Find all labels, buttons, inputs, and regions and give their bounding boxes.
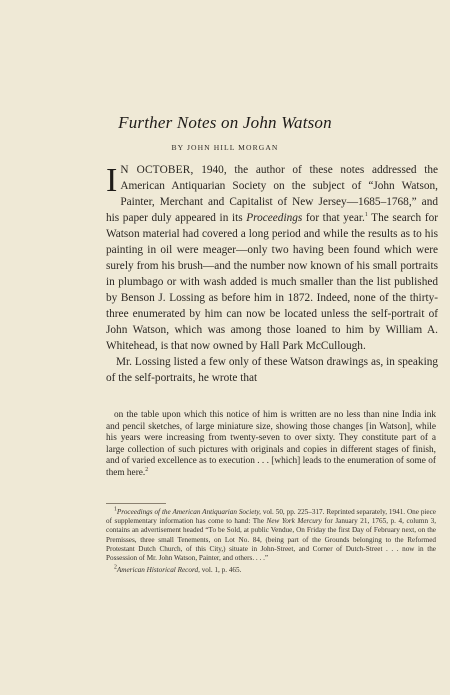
footnote-1-text-b: for January 21, 1765, p. 4, column 3, contains an advertisement headed “To be Sold, at public Vendue, On Friday the first Day of February next, on the Premisses, three small Tenements, on Lot No. 84, (being part of the Grounds belonging to the Reformed Protestant Dutch Church, of this City,) situate in John-Street, and Corner of Dutch-Street . . . now in the Possession of Mr. John Watson, Painter, and others. . . .”	[106, 517, 436, 563]
footnote-ref-1: 1	[364, 212, 368, 219]
article-title: Further Notes on John Watson	[118, 113, 332, 132]
quote-paragraph	[106, 410, 436, 479]
drop-cap: I	[106, 162, 118, 199]
block-quote	[106, 410, 436, 479]
footnote-1	[106, 508, 436, 563]
article-byline: BY JOHN HILL MORGAN	[171, 143, 279, 152]
footnote-1-text-a: vol. 50, pp. 225–317. Reprinted separately, 1941. One piece of supplementary information has come to hand: The	[106, 508, 436, 526]
opening-smallcaps: N OCTOBER,	[120, 164, 194, 176]
article-body	[106, 162, 438, 386]
footnote-1-italic-2: New York Mercury	[266, 517, 322, 526]
footnote-divider	[106, 503, 166, 504]
footnotes	[106, 508, 436, 578]
footnote-1-italic: Proceedings of the American Antiquarian Society,	[116, 508, 261, 516]
footnote-2-text: vol. 1, p. 465.	[199, 566, 242, 575]
paragraph-1-text-c: The search for Watson material had covered a long period and while the results as to his painting in oil were meager—only two having been found which were surely from his brush—and the number now known of his small portraits in plumbago or with wash added is much smaller than the list published by Benson J. Lossing as before him in 1872. Indeed, none of the thirty-three enumerated by him can now be located unless the self-portrait of John Watson, which was among those loaned to him by William A. Whitehead, is that now owned by Hall Park McCullough.	[106, 212, 438, 352]
footnote-1-number: 1	[114, 506, 117, 513]
paragraph-1-text-b: for that year.	[302, 212, 365, 224]
footnote-ref-2: 2	[145, 466, 149, 473]
paragraph-2: Mr. Lossing listed a few only of these Watson drawings as, in speaking of the self-portraits, he wrote that	[106, 356, 438, 384]
footnote-2-italic: American Historical Record,	[116, 566, 200, 575]
quote-text: on the table upon which this notice of him is written are no less than nine India ink and pencil sketches, of large miniature size, showing those changes [in Watson], while his years were increasing from twenty-seven to over sixty. They constitute part of a large collection of such pictures with originals and copies in different stages of finish, and of varied excellence as to execution . . . [which] leads to the enumeration of some of them here.	[106, 410, 436, 478]
proceedings-italic: Proceedings	[246, 212, 303, 224]
paragraph-1	[106, 162, 438, 354]
paragraph-1-text: 1940, the author of these notes addressed the American Antiquarian Society on the subject of “John Watson, Painter, Merchant and Capitalist of New Jersey—1685–1768,” and his paper duly appeared in its	[106, 164, 439, 224]
footnote-2-number: 2	[114, 564, 117, 571]
footnote-2	[106, 566, 436, 575]
